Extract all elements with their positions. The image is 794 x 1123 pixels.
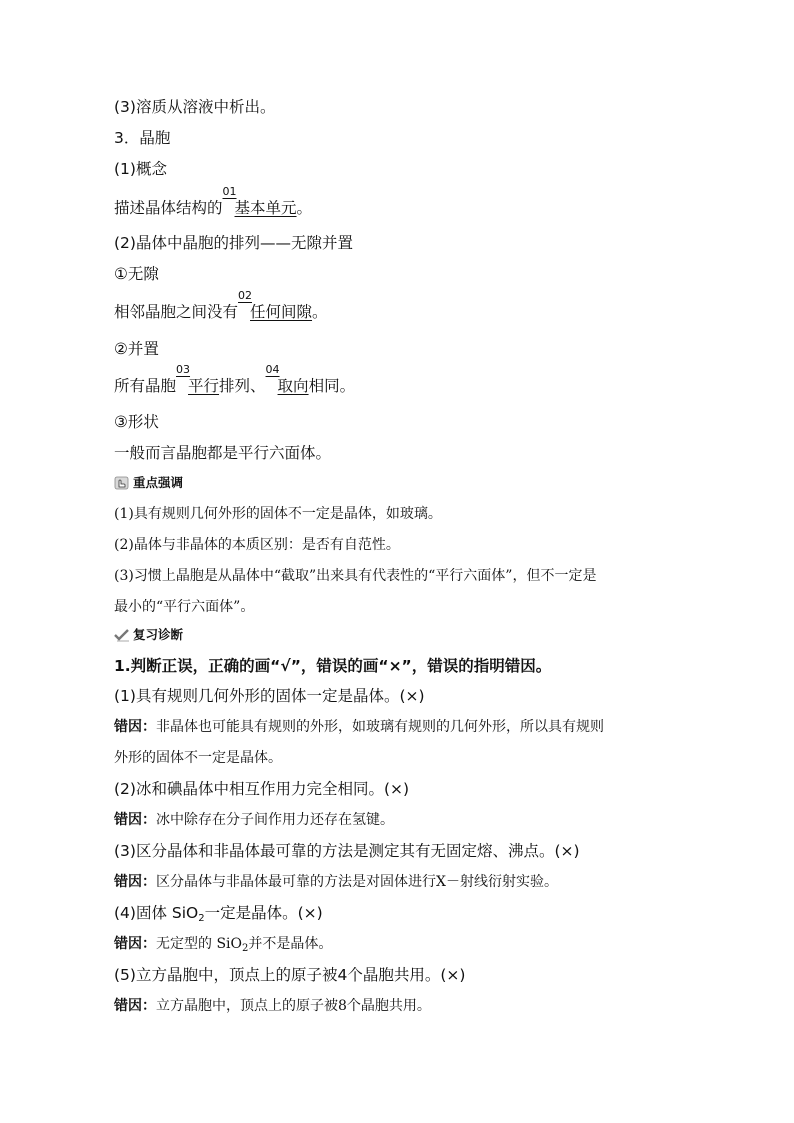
error-label: 错因：: [114, 998, 156, 1014]
error-text: 非晶体也可能具有规则的外形，如玻璃有规则的几何外形，所以具有规则: [156, 719, 604, 735]
key-points-title: 重点强调: [133, 475, 184, 490]
key-point-item: (1)具有规则几何外形的固体不一定是晶体，如玻璃。: [114, 506, 442, 522]
error-label: 错因：: [114, 936, 156, 952]
question-item: (3)区分晶体和非晶体最可靠的方法是测定其有无固定熔、沸点。(×): [114, 842, 580, 860]
key-point-item-continued: 最小的“平行六面体”。: [114, 599, 255, 615]
question-item: (5)立方晶胞中，顶点上的原子被4个晶胞共用。(×): [114, 966, 466, 984]
blank-answer: 基本单元: [234, 199, 297, 217]
blank-answer: 任何间隙: [250, 303, 313, 321]
subscript: 2: [198, 913, 205, 924]
error-reason: [114, 717, 684, 737]
text-segment: 一定是晶体。(×): [204, 904, 323, 922]
error-reason: [114, 934, 684, 954]
blank-number: 02: [238, 289, 253, 302]
section-heading-unit-cell: 3．晶胞: [114, 129, 171, 147]
blank-number: 04: [265, 363, 280, 376]
error-label: 错因：: [114, 719, 156, 735]
error-reason: [114, 810, 684, 830]
error-text: 立方晶胞中，顶点上的原子被8个晶胞共用。: [156, 998, 431, 1014]
error-reason: [114, 872, 684, 892]
subheading-juxtaposed: ②并置: [114, 340, 159, 358]
key-points-header: [114, 475, 183, 491]
subheading-arrangement: (2)晶体中晶胞的排列——无隙并置: [114, 234, 353, 252]
subheading-shape: ③形状: [114, 413, 159, 431]
text-segment: 所有晶胞: [114, 377, 177, 395]
question-intro: 1.判断正误，正确的画“√”，错误的画“×”，错误的指明错因。: [114, 657, 552, 675]
error-text: 区分晶体与非晶体最可靠的方法是对固体进行X－射线衍射实验。: [156, 874, 558, 890]
question-item: (1)具有规则几何外形的固体一定是晶体。(×): [114, 687, 425, 705]
key-point-item: (2)晶体与非晶体的本质区别：是否有自范性。: [114, 537, 400, 553]
blank-number: 01: [222, 185, 237, 198]
text-segment: 描述晶体结构的: [114, 199, 223, 217]
fill-blank: [265, 363, 309, 396]
text-line: 一般而言晶胞都是平行六面体。: [114, 444, 332, 462]
error-reason: [114, 996, 684, 1016]
subheading-concept: (1)概念: [114, 160, 167, 178]
text-segment: 相同。: [308, 377, 356, 395]
text-segment: (4)固体 SiO: [114, 904, 199, 922]
text-segment: 。: [296, 199, 313, 217]
blank-number: 03: [176, 363, 191, 376]
subscript: 2: [242, 943, 249, 954]
hand-pointer-icon: [114, 476, 130, 490]
text-segment: 相邻晶胞之间没有: [114, 303, 239, 321]
key-point-item: (3)习惯上晶胞是从晶体中“截取”出来具有代表性的“平行六面体”，但不一定是: [114, 568, 597, 584]
text-line: (3)溶质从溶液中析出。: [114, 98, 276, 116]
error-text: 无定型的 SiO: [156, 936, 242, 952]
check-pen-icon: [114, 628, 130, 642]
error-reason-continued: 外形的固体不一定是晶体。: [114, 750, 282, 766]
error-text: 冰中除存在分子间作用力还存在氢键。: [156, 812, 394, 828]
question-item: [114, 903, 684, 923]
fill-blank: [238, 289, 313, 322]
fill-blank: [222, 185, 297, 218]
error-label: 错因：: [114, 812, 156, 828]
review-header: [114, 627, 183, 643]
review-title: 复习诊断: [133, 627, 184, 642]
error-label: 错因：: [114, 874, 156, 890]
text-line-fill-blank: [114, 289, 684, 322]
text-line-fill-blank: [114, 185, 684, 218]
question-item: (2)冰和碘晶体中相互作用力完全相同。(×): [114, 780, 410, 798]
text-segment: 。: [312, 303, 328, 321]
blank-answer: 取向: [277, 377, 309, 395]
fill-blank: [176, 363, 220, 396]
text-line-fill-blank: [114, 363, 684, 396]
blank-answer: 平行: [188, 377, 220, 395]
subheading-no-gap: ①无隙: [114, 265, 159, 283]
error-text: 并不是晶体。: [248, 936, 333, 952]
text-segment: 排列、: [219, 377, 266, 395]
